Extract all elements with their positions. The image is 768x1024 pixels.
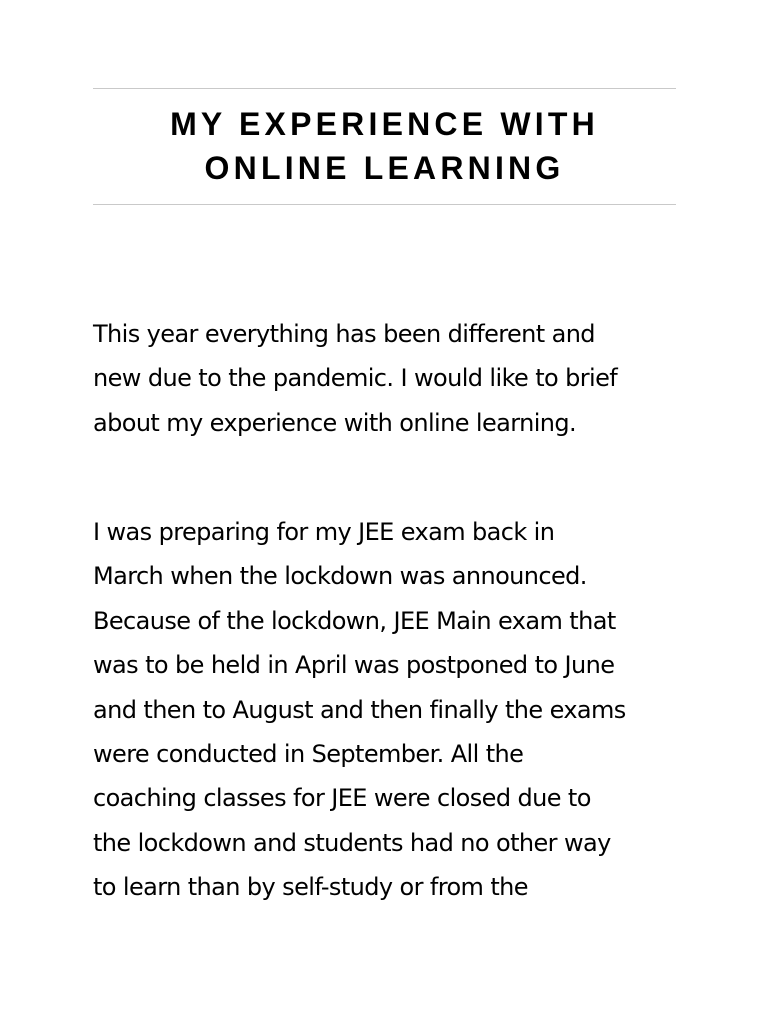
title-top-rule [93,88,676,89]
paragraph-line: was to be held in April was postponed to June [93,651,615,680]
title-line: MY EXPERIENCE WITH [170,106,599,142]
title-bottom-rule [93,204,676,205]
paragraph-line: were conducted in September. All the [93,740,524,769]
paragraph-line: Because of the lockdown, JEE Main exam that [93,606,616,635]
document-page [93,0,676,1024]
paragraph-line: and then to August and then finally the exams [93,695,626,724]
intro-paragraph [93,312,693,445]
document-title [93,102,676,190]
paragraph-line: This year everything has been different and [93,320,595,348]
paragraph-line: I was preparing for my JEE exam back in [93,518,555,546]
paragraph-line: about my experience with online learning. [93,408,577,437]
paragraph-line: March when the lockdown was announced. [93,562,587,591]
body-paragraph [93,510,693,910]
paragraph-line: coaching classes for JEE were closed due to [93,784,591,813]
paragraph-line: the lockdown and students had no other way [93,828,611,857]
paragraph-line: to learn than by self-study or from the [93,873,528,902]
title-line: ONLINE LEARNING [204,150,565,186]
paragraph-line: new due to the pandemic. I would like to brief [93,364,618,393]
